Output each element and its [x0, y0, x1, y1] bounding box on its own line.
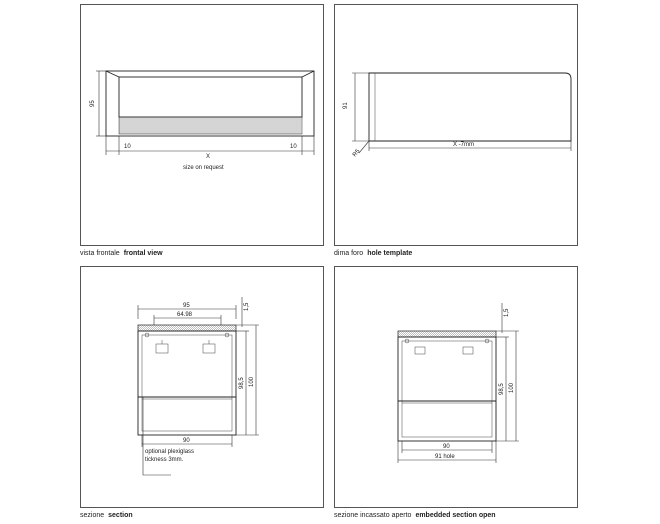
frontal-dim-width: X: [206, 154, 211, 160]
caption-hole-it: dima foro: [334, 250, 364, 257]
frontal-dim-height: 95: [90, 100, 96, 107]
section-top-cap: [138, 325, 236, 331]
hole-dim-width: X -7mm: [453, 142, 474, 148]
embedded-dim-right-outer: 100: [509, 382, 515, 393]
section-fixture-left: [156, 344, 168, 353]
panel-section: [80, 266, 324, 508]
embedded-dim-right-small: 1,5: [504, 308, 510, 317]
section-note-line2: tickness 3mm.: [145, 457, 184, 463]
caption-frontal-en: frontal view: [123, 250, 163, 257]
section-drawing: [81, 267, 325, 509]
caption-embedded-it: sezione incassato aperto: [334, 512, 412, 519]
embedded-top-cap: [398, 331, 496, 337]
embedded-section-drawing: [335, 267, 579, 509]
panel-frontal-view: [80, 4, 324, 246]
frontal-view-drawing: [81, 5, 325, 247]
embedded-dim-bottom-inner: 90: [443, 444, 450, 450]
section-dim-bottom: 90: [183, 438, 190, 444]
caption-embedded-en: embedded section open: [415, 512, 496, 519]
panel-embedded-section: [334, 266, 578, 508]
embedded-fixture-right: [463, 347, 473, 354]
embedded-body: [398, 337, 496, 441]
section-dim-right-inner: 98,5: [239, 377, 245, 389]
frontal-grille: [119, 117, 302, 134]
embedded-dim-right-inner: 98,5: [499, 383, 505, 395]
section-dim-top-outer: 95: [183, 303, 190, 309]
section-note-line1: optional plexiglass: [145, 449, 195, 455]
caption-embedded-section: [334, 512, 496, 519]
section-dim-right-small: 1,5: [244, 302, 250, 311]
hole-outline: [369, 73, 571, 141]
caption-section: [80, 512, 133, 519]
caption-section-en: section: [108, 512, 133, 519]
embedded-dim-bottom-outer: 91 hole: [435, 454, 455, 460]
caption-hole-template: [334, 250, 412, 257]
panel-hole-template: [334, 4, 578, 246]
frontal-dim-right: 10: [290, 144, 297, 150]
caption-hole-en: hole template: [367, 250, 413, 257]
frontal-note: size on request: [183, 165, 224, 171]
section-dim-top-inner: 64.98: [177, 312, 193, 318]
section-body: [138, 331, 236, 435]
caption-frontal-it: vista frontale: [80, 250, 120, 257]
hole-template-drawing: [335, 5, 579, 247]
caption-frontal-view: [80, 250, 163, 257]
hole-dim-radius: R5: [351, 148, 362, 159]
section-fixture-right: [203, 344, 215, 353]
frontal-dim-left: 10: [124, 144, 131, 150]
frontal-drawer-face: [119, 77, 302, 117]
caption-section-it: sezione: [80, 512, 105, 519]
embedded-fixture-left: [415, 347, 425, 354]
hole-dim-height: 91: [343, 102, 349, 109]
section-dim-right-outer: 100: [249, 376, 255, 387]
